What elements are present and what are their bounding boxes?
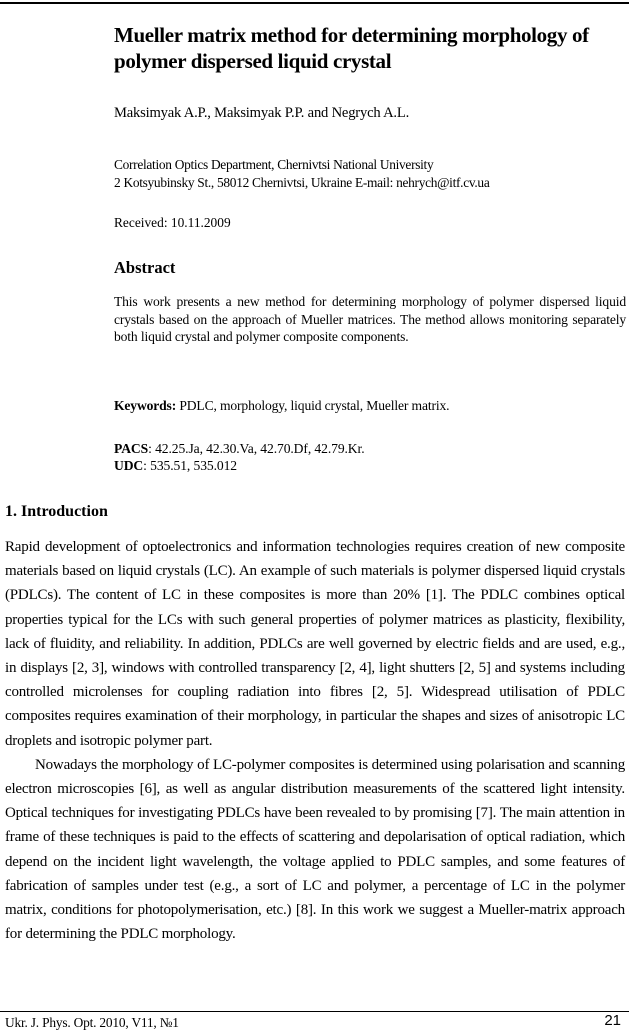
keywords-label: Keywords: [114,398,177,413]
introduction-paragraph-2: Nowadays the morphology of LC-polymer composites is determined using polarisation and scanning electron microscopies [6], as well as angular distribution measurements of the scattered light intensity. Optical techniques for investigating PDLCs have been revealed to by promising [7]. The main attention in frame of these techniques is paid to the effects of scattering and depolarisation of optical radiation, which depend on the incident light wavelength, the voltage applied to PDLC samples, and some features of fabrication of samples under test (e.g., a sort of LC and polymer, a percentage of LC in the polymer matrix, conditions for photopolymerisation, etc.) [8]. In this work we suggest a Mueller-matrix approach for determining the PDLC morphology. [5,756,625,943]
abstract-text: This work presents a new method for determining morphology of polymer dispersed liquid crystals based on the approach of Mueller matrices. The method allows monitoring separately both liquid crystal and polymer composite components. [114,294,626,345]
introduction-paragraph-1: Rapid development of optoelectronics and information technologies requires creation of new composite materials based on liquid crystals (LC). An example of such materials is polymer dispersed liquid crystals (PDLCs). The content of LC in these composites is more than 20% [1]. The PDLC combines optical properties typical for the LCs with such general properties of polymer matrices as plasticity, flexibility, lack of fluidity, and reliability. In addition, PDLCs are well governed by electric fields and are used, e.g., in displays [2, 3], windows with controlled transparency [2, 4], light shutters [2, 5] and systems including controlled microlenses for coupling radiation into fibres [2, 5]. Widespread utilisation of PDLC composites requires examination of their morphology, in particular the shapes and sizes of anisotropic LC droplets and isotropic polymer part. [5,539,625,749]
affiliation-line-2: 2 Kotsyubinsky St., 58012 Chernivtsi, Ukraine E-mail: nehrych@itf.cv.ua [114,175,490,190]
udc-text: : 535.51, 535.012 [143,458,237,473]
abstract-heading: Abstract [114,258,176,277]
pacs-line [114,440,626,457]
received-date: Received: 10.11.2009 [114,215,231,230]
affiliation [114,156,489,192]
top-rule [0,2,629,4]
journal-citation: Ukr. J. Phys. Opt. 2010, V11, №1 [5,1015,179,1030]
affiliation-line-1: Correlation Optics Department, Chernivtsi National University [114,157,434,172]
classification-codes [114,440,626,474]
introduction-body [5,535,625,946]
paper-title: Mueller matrix method for determining morphology of polymer dispersed liquid crystal [114,23,589,73]
keywords [114,397,626,415]
pacs-label: PACS [114,441,149,456]
pacs-text: : 42.25.Ja, 42.30.Va, 42.70.Df, 42.79.Kr. [148,441,365,456]
page-number: 21 [604,1012,621,1029]
footer-rule [0,1011,629,1012]
udc-label: UDC [114,458,144,473]
authors: Maksimyak A.P., Maksimyak P.P. and Negrych A.L. [114,105,410,121]
udc-line [114,457,626,474]
keywords-text: PDLC, morphology, liquid crystal, Mueller matrix. [176,398,450,413]
introduction-heading: 1. Introduction [5,503,108,520]
